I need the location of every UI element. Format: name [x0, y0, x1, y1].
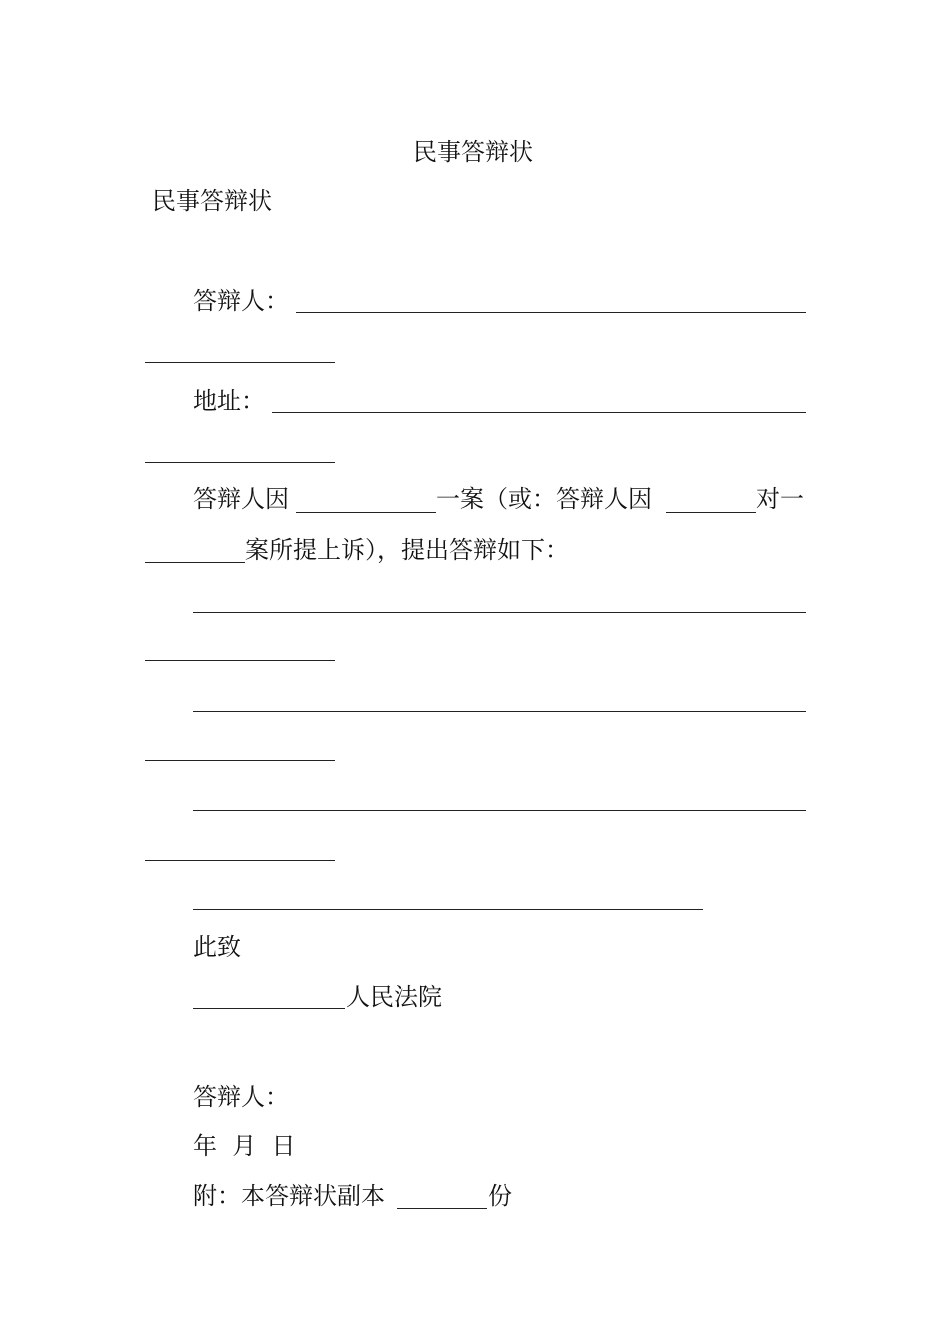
respondent-blank-line — [296, 312, 806, 313]
attachment-suffix: 份 — [488, 1182, 512, 1210]
address-label: 地址： — [193, 387, 265, 415]
court-suffix: 人民法院 — [346, 983, 442, 1011]
document-title: 民事答辩状 — [413, 138, 533, 166]
case-text-part4: 案所提上诉），提出答辩如下： — [245, 536, 569, 564]
defense-line-3 — [193, 810, 806, 811]
defense-line-1-continued — [145, 660, 335, 661]
salutation: 此致 — [193, 933, 241, 961]
address-blank-line-continued — [145, 462, 335, 463]
respondent-label: 答辩人： — [193, 287, 289, 315]
document-subtitle: 民事答辩状 — [152, 187, 272, 215]
defense-line-2-continued — [145, 760, 335, 761]
date-label: 年 月 日 — [193, 1132, 296, 1160]
attachment-blank — [397, 1208, 487, 1209]
defense-line-1 — [193, 612, 806, 613]
defense-line-3-continued — [145, 860, 335, 861]
case-text-part2: 一案（或：答辩人因 — [436, 485, 652, 513]
attachment-prefix: 附：本答辩状副本 — [193, 1182, 385, 1210]
defense-line-2 — [193, 711, 806, 712]
case-text-part3: 对一 — [756, 485, 804, 513]
case-blank-1 — [296, 512, 436, 513]
address-blank-line — [272, 412, 806, 413]
case-blank-2 — [666, 512, 756, 513]
signature-label: 答辩人： — [193, 1083, 289, 1111]
case-text-part1: 答辩人因 — [193, 485, 289, 513]
court-blank — [193, 1008, 345, 1009]
respondent-blank-line-continued — [145, 362, 335, 363]
case-blank-3 — [145, 562, 245, 563]
defense-line-4 — [193, 909, 703, 910]
